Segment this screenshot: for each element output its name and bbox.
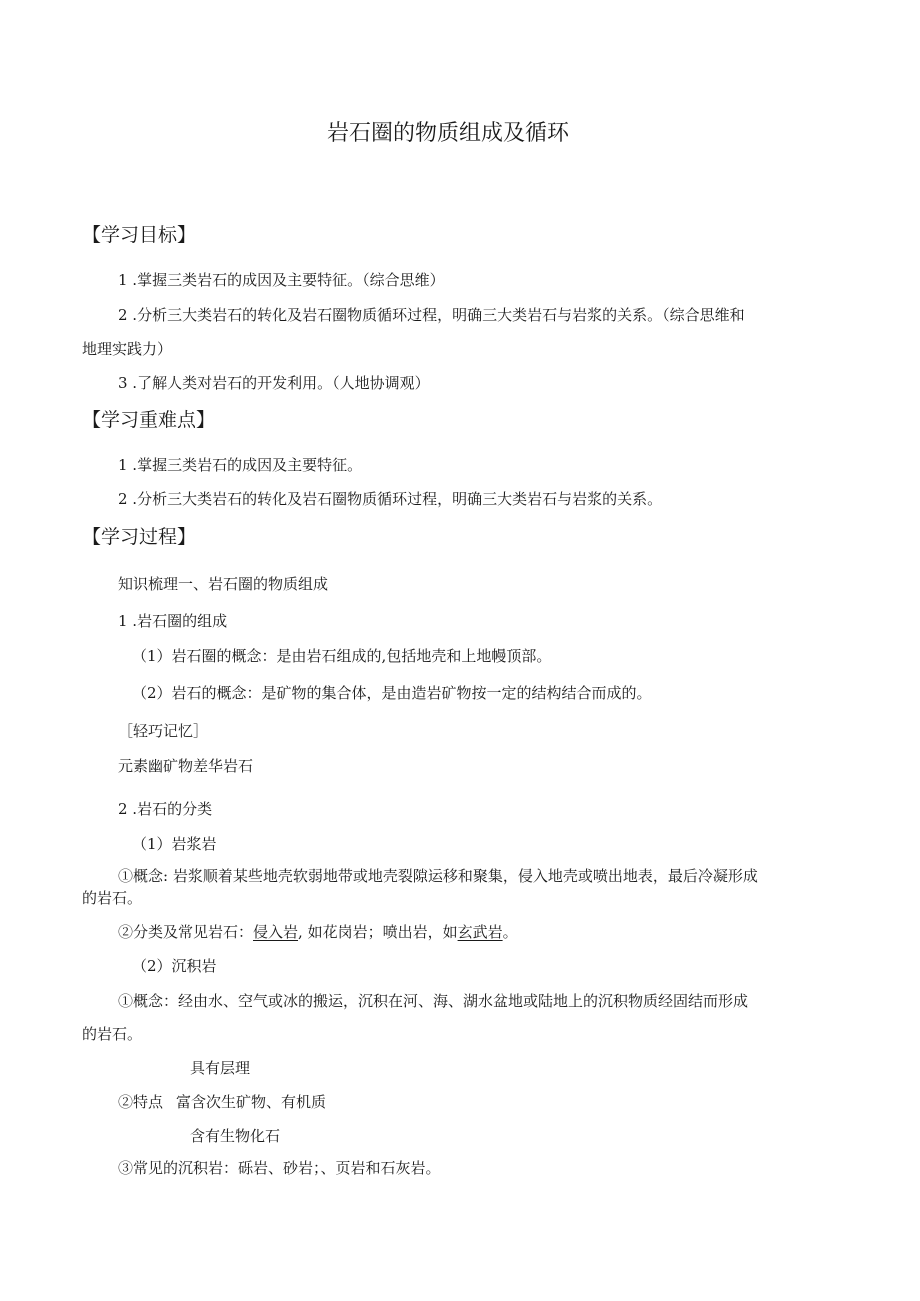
section-heading-goals: 【学习目标】 <box>82 224 197 246</box>
subsection-heading: 2 .岩石的分类 <box>118 800 213 818</box>
paragraph: ①概念：经由水、空气或冰的搬运，沉积在河、海、湖水盆地或陆地上的沉积物质经固结而形成 <box>118 992 749 1010</box>
underlined-term: 侵入岩 <box>253 923 299 941</box>
goal-item-continuation: 地理实践力） <box>82 340 173 358</box>
category-heading-igneous: （1）岩浆岩 <box>132 835 217 853</box>
paragraph-continuation: 的岩石。 <box>82 889 143 907</box>
subsection-heading: 1 .岩石圈的组成 <box>118 612 228 630</box>
memo-label: ［轻巧记忆］ <box>118 722 209 740</box>
feature-item: 富含次生矿物、有机质 <box>176 1093 327 1111</box>
keypoint-item: 1 .掌握三类岩石的成因及主要特征。 <box>118 456 363 474</box>
underlined-term: 玄武岩 <box>457 923 503 941</box>
paragraph: ①概念: 岩浆顺着某些地壳软弱地带或地壳裂隙运移和聚集，侵入地壳或喷出地表，最后冷凝形成 <box>118 867 758 885</box>
goal-item: 3 .了解人类对岩石的开发利用。（人地协调观） <box>118 374 430 392</box>
classification-text: 。 <box>502 923 518 941</box>
goal-item: 2 .分析三大类岩石的转化及岩石圈物质循环过程，明确三大类岩石与岩浆的关系。（综合思维和 <box>118 306 745 324</box>
section-heading-process: 【学习过程】 <box>82 526 197 548</box>
feature-label: ②特点 <box>118 1093 164 1111</box>
section-heading-keypoints: 【学习重难点】 <box>82 409 216 431</box>
page-title: 岩石圈的物质组成及循环 <box>327 121 570 146</box>
goal-item: 1 .掌握三类岩石的成因及主要特征。（综合思维） <box>118 271 445 289</box>
classification-text: ②分类及常见岩石： <box>118 923 254 941</box>
category-heading-sedimentary: （2）沉积岩 <box>132 957 217 975</box>
paragraph-continuation: 的岩石。 <box>82 1025 143 1043</box>
paragraph: （1）岩石圈的概念：是由岩石组成的,包括地壳和上地幔顶部。 <box>132 647 552 665</box>
feature-item: 含有生物化石 <box>190 1127 281 1145</box>
classification-text: , 如花岗岩；喷出岩，如 <box>298 923 458 941</box>
classification-line <box>118 922 518 942</box>
topic-heading: 知识梳理一、岩石圈的物质组成 <box>118 575 329 593</box>
memo-text: 元素幽矿物差华岩石 <box>118 757 254 775</box>
paragraph: ③常见的沉积岩：砾岩、砂岩；、页岩和石灰岩。 <box>118 1159 441 1177</box>
paragraph: （2）岩石的概念：是矿物的集合体，是由造岩矿物按一定的结构结合而成的。 <box>132 684 652 702</box>
feature-item: 具有层理 <box>190 1059 251 1077</box>
keypoint-item: 2 .分析三大类岩石的转化及岩石圈物质循环过程，明确三大类岩石与岩浆的关系。 <box>118 490 663 508</box>
